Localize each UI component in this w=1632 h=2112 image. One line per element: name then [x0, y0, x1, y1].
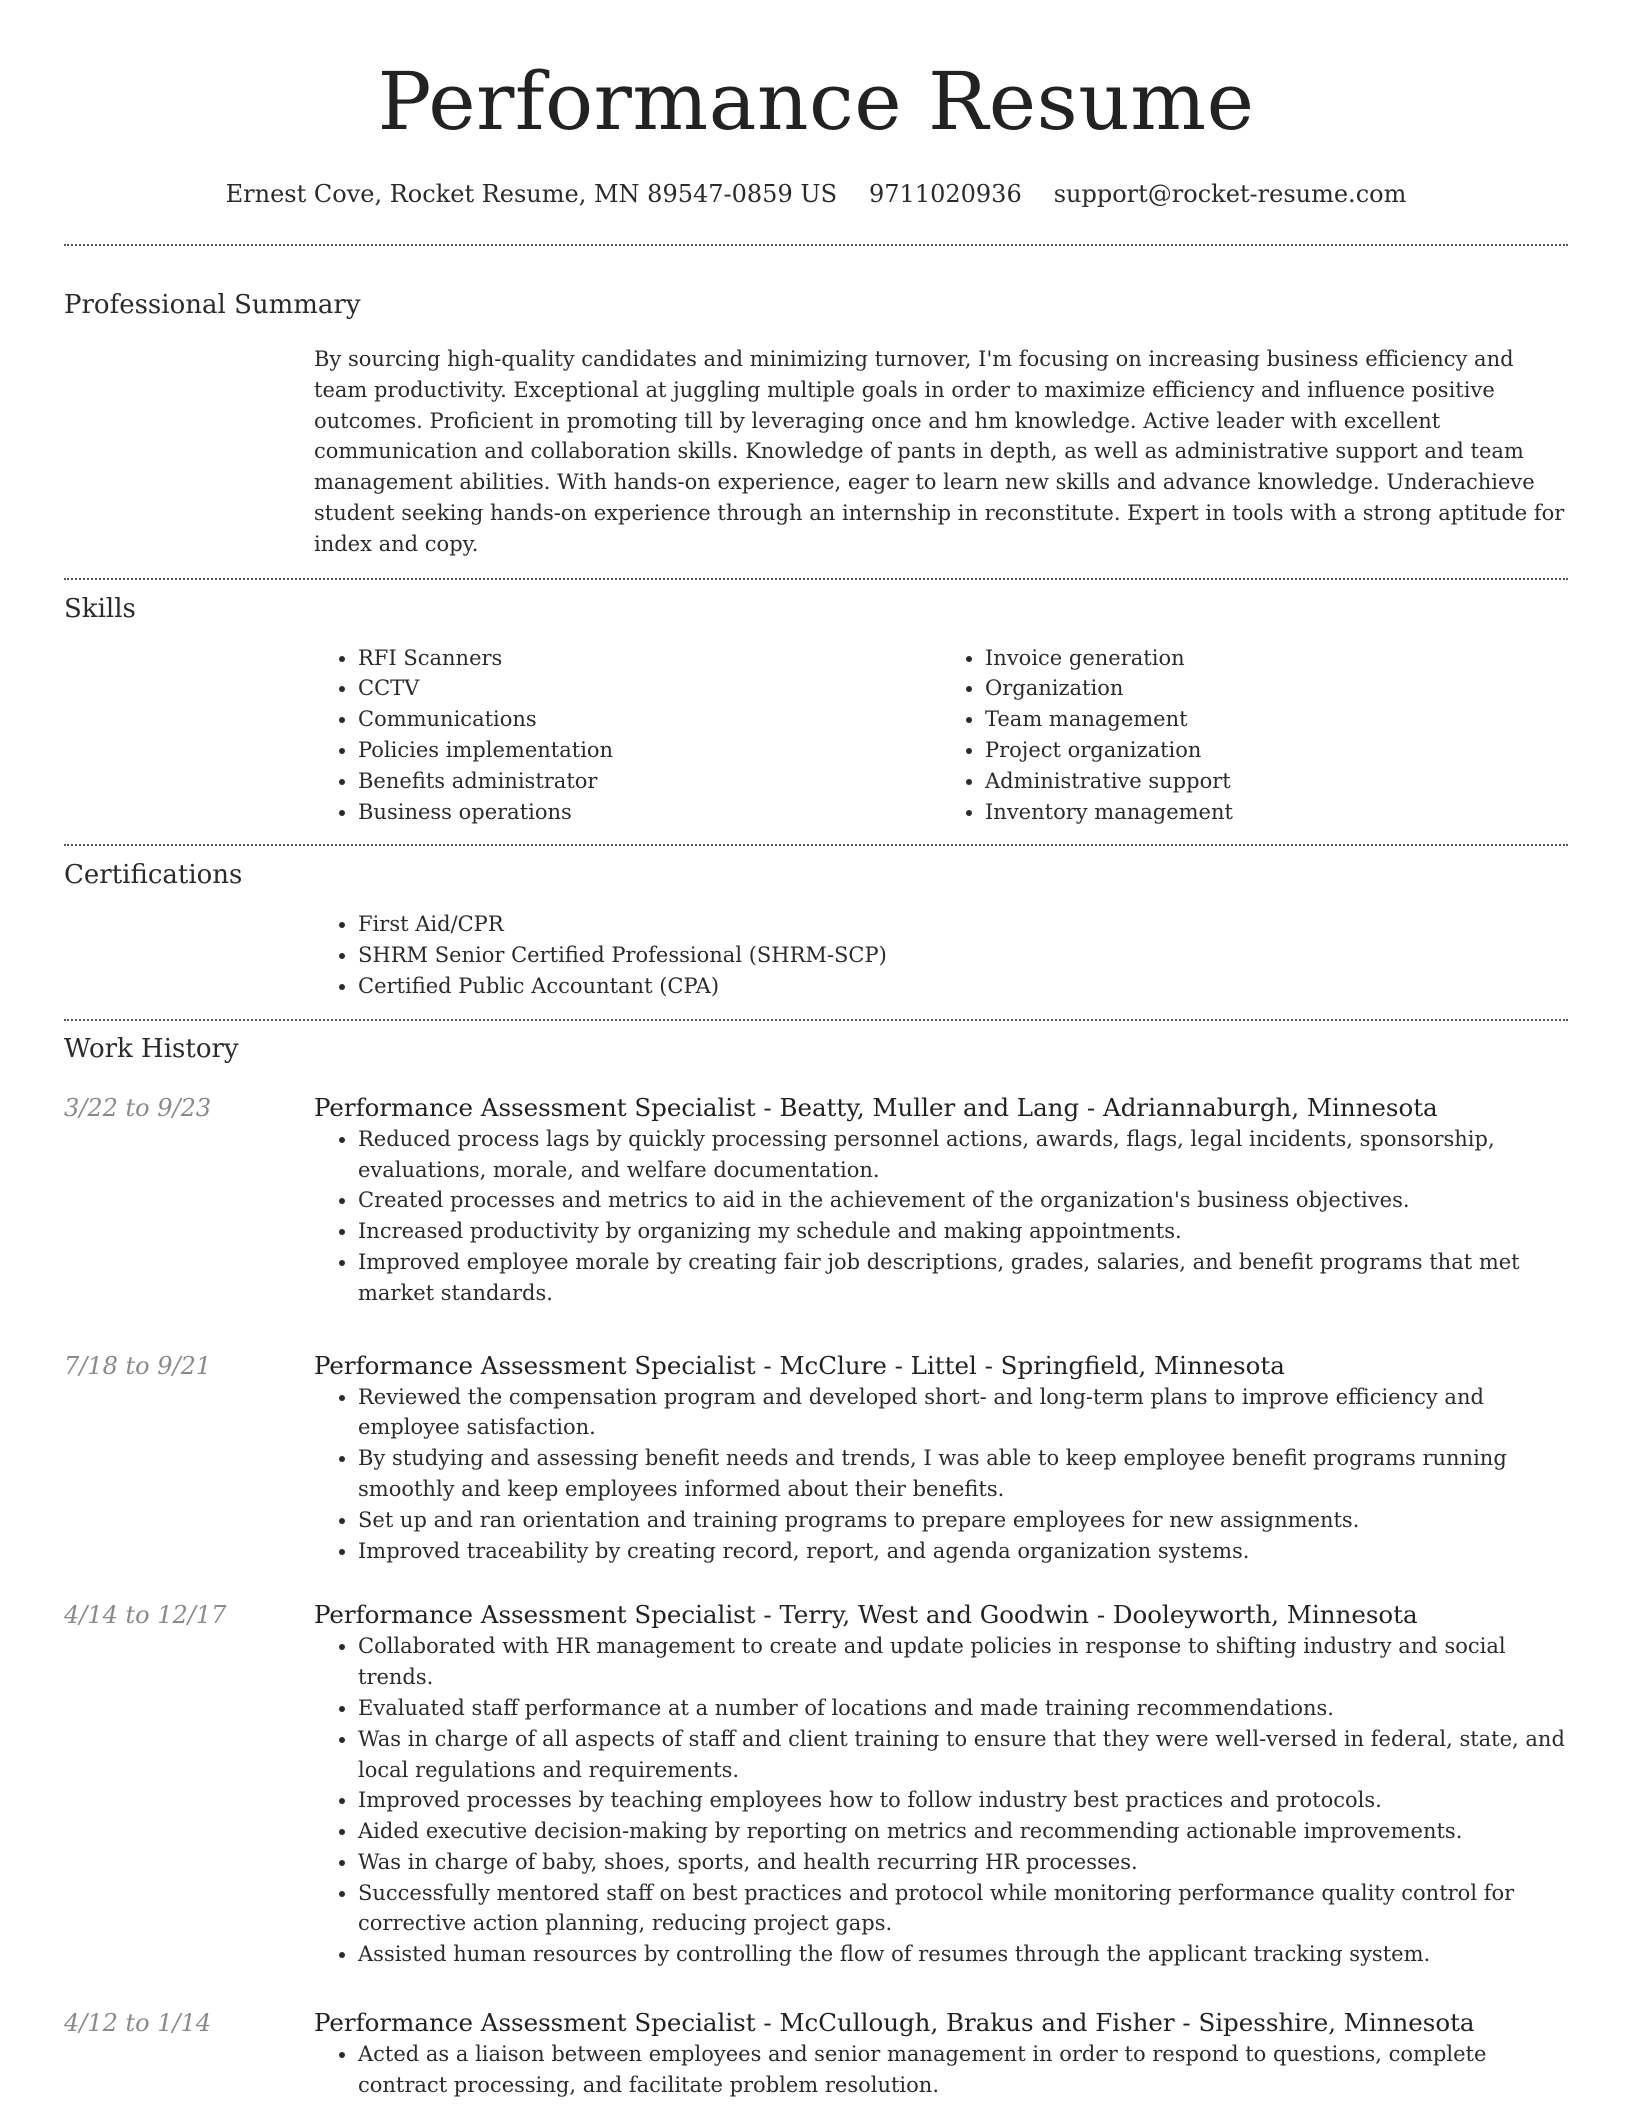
divider	[64, 244, 1568, 246]
job-heading: Performance Assessment Specialist - McClure - Littel - Springfield, Minnesota	[314, 1350, 1285, 1380]
job-bullet: • Was in charge of all aspects of staff and client training to ensure that they were well-versed in federal, state, and local regulations and requirements.	[358, 1724, 1568, 1786]
job-bullet: • Improved traceability by creating record, report, and agenda organization systems.	[358, 1536, 1568, 1567]
job-dates: 7/18 to 9/21	[64, 1351, 212, 1380]
skill-item: • Policies implementation	[358, 735, 941, 766]
skill-item: • Communications	[358, 704, 941, 735]
job-entry	[64, 1350, 1568, 1567]
job-body	[314, 2007, 1568, 2101]
job-bullet: • Created processes and metrics to aid in the achievement of the organization's business objectives.	[358, 1185, 1568, 1216]
job-bullet: • Improved processes by teaching employees how to follow industry best practices and protocols.	[358, 1785, 1568, 1816]
skill-item: • RFI Scanners	[358, 643, 941, 674]
skill-item: • Organization	[985, 673, 1568, 704]
job-heading: Performance Assessment Specialist - Terry, West and Goodwin - Dooleyworth, Minnesota	[314, 1600, 1418, 1630]
certification-item: • Certified Public Accountant (CPA)	[358, 971, 1568, 1002]
job-bullet: • Aided executive decision-making by reporting on metrics and recommending actionable improvements.	[358, 1816, 1568, 1847]
job-dates: 4/14 to 12/17	[64, 1601, 227, 1630]
job-bullets	[314, 1382, 1568, 1567]
job-bullet: • Assisted human resources by controlling the flow of resumes through the applicant tracking system.	[358, 1939, 1568, 1970]
job-entry	[64, 1599, 1568, 1970]
summary-text: By sourcing high-quality candidates and minimizing turnover, I'm focusing on increasing business efficiency and team productivity. Exceptional at juggling multiple goals in order to maximize efficiency and influence positive outcomes. Proficient in promoting till by leveraging once and hm knowledge. Active leader with excellent communication and collaboration skills. Knowledge of pants in depth, as well as administrative support and team management abilities. With hands-on experience, eager to learn new skills and advance knowledge. Underachieve student seeking hands-on experience through an internship in reconstitute. Expert in tools with a strong aptitude for index and copy.	[314, 347, 1565, 556]
skills-column-right	[941, 643, 1568, 828]
page-title: Performance Resume	[377, 55, 1255, 148]
job-heading: Performance Assessment Specialist - McCullough, Brakus and Fisher - Sipesshire, Minnesota	[314, 2008, 1475, 2038]
skill-item: • CCTV	[358, 673, 941, 704]
job-bullet: • Improved employee morale by creating fair job descriptions, grades, salaries, and benefit programs that met market standards.	[358, 1247, 1568, 1309]
job-bullet: • Reviewed the compensation program and developed short- and long-term plans to improve efficiency and employee satisfaction.	[358, 1382, 1568, 1444]
skill-item: • Business operations	[358, 797, 941, 828]
address-text: Ernest Cove, Rocket Resume, MN 89547-0859 US	[225, 180, 838, 208]
job-entry	[64, 2007, 1568, 2101]
skill-item: • Inventory management	[985, 797, 1568, 828]
divider	[64, 844, 1568, 846]
divider	[64, 578, 1568, 580]
job-bullet: • Reduced process lags by quickly processing personnel actions, awards, flags, legal incidents, sponsorship, evaluations, morale, and welfare documentation.	[358, 1124, 1568, 1186]
job-body	[314, 1350, 1568, 1567]
certifications-heading: Certifications	[64, 860, 243, 891]
email-text: support@rocket-resume.com	[1053, 180, 1407, 208]
phone-text: 9711020936	[869, 180, 1022, 208]
job-dates: 3/22 to 9/23	[64, 1093, 212, 1122]
job-body	[314, 1599, 1568, 1970]
job-bullets	[314, 1124, 1568, 1309]
skills-column-left	[314, 643, 941, 828]
certifications-bullets	[314, 909, 1568, 1001]
job-bullets	[314, 2039, 1568, 2101]
certifications-list	[314, 909, 1568, 1001]
skill-item: • Team management	[985, 704, 1568, 735]
job-body	[314, 1092, 1568, 1309]
contact-line	[64, 178, 1568, 210]
skills-list	[314, 643, 1568, 828]
job-bullet: • Set up and ran orientation and training programs to prepare employees for new assignments.	[358, 1505, 1568, 1536]
summary-heading: Professional Summary	[64, 290, 361, 320]
skill-item: • Project organization	[985, 735, 1568, 766]
work-history-heading: Work History	[64, 1033, 239, 1064]
skill-item: • Invoice generation	[985, 643, 1568, 674]
job-bullet: • Successfully mentored staff on best practices and protocol while monitoring performance quality control for corrective action planning, reducing project gaps.	[358, 1878, 1568, 1940]
job-bullet: • Evaluated staff performance at a number of locations and made training recommendations.	[358, 1693, 1568, 1724]
skill-item: • Benefits administrator	[358, 766, 941, 797]
job-bullet: • Increased productivity by organizing my schedule and making appointments.	[358, 1216, 1568, 1247]
job-bullet: • Acted as a liaison between employees and senior management in order to respond to questions, complete contract processing, and facilitate problem resolution.	[358, 2039, 1568, 2101]
job-bullet: • By studying and assessing benefit needs and trends, I was able to keep employee benefit programs running smoothly and keep employees informed about their benefits.	[358, 1443, 1568, 1505]
job-dates: 4/12 to 1/14	[64, 2009, 212, 2038]
certification-item: • SHRM Senior Certified Professional (SHRM-SCP)	[358, 940, 1568, 971]
certification-item: • First Aid/CPR	[358, 909, 1568, 940]
job-bullet: • Was in charge of baby, shoes, sports, and health recurring HR processes.	[358, 1847, 1568, 1878]
divider	[64, 1019, 1568, 1021]
job-bullet: • Collaborated with HR management to create and update policies in response to shifting industry and social trends.	[358, 1631, 1568, 1693]
job-bullets	[314, 1631, 1568, 1970]
job-heading: Performance Assessment Specialist - Beatty, Muller and Lang - Adriannaburgh, Minnesota	[314, 1092, 1438, 1122]
job-entry	[64, 1092, 1568, 1309]
skill-item: • Administrative support	[985, 766, 1568, 797]
skills-heading: Skills	[64, 593, 136, 624]
